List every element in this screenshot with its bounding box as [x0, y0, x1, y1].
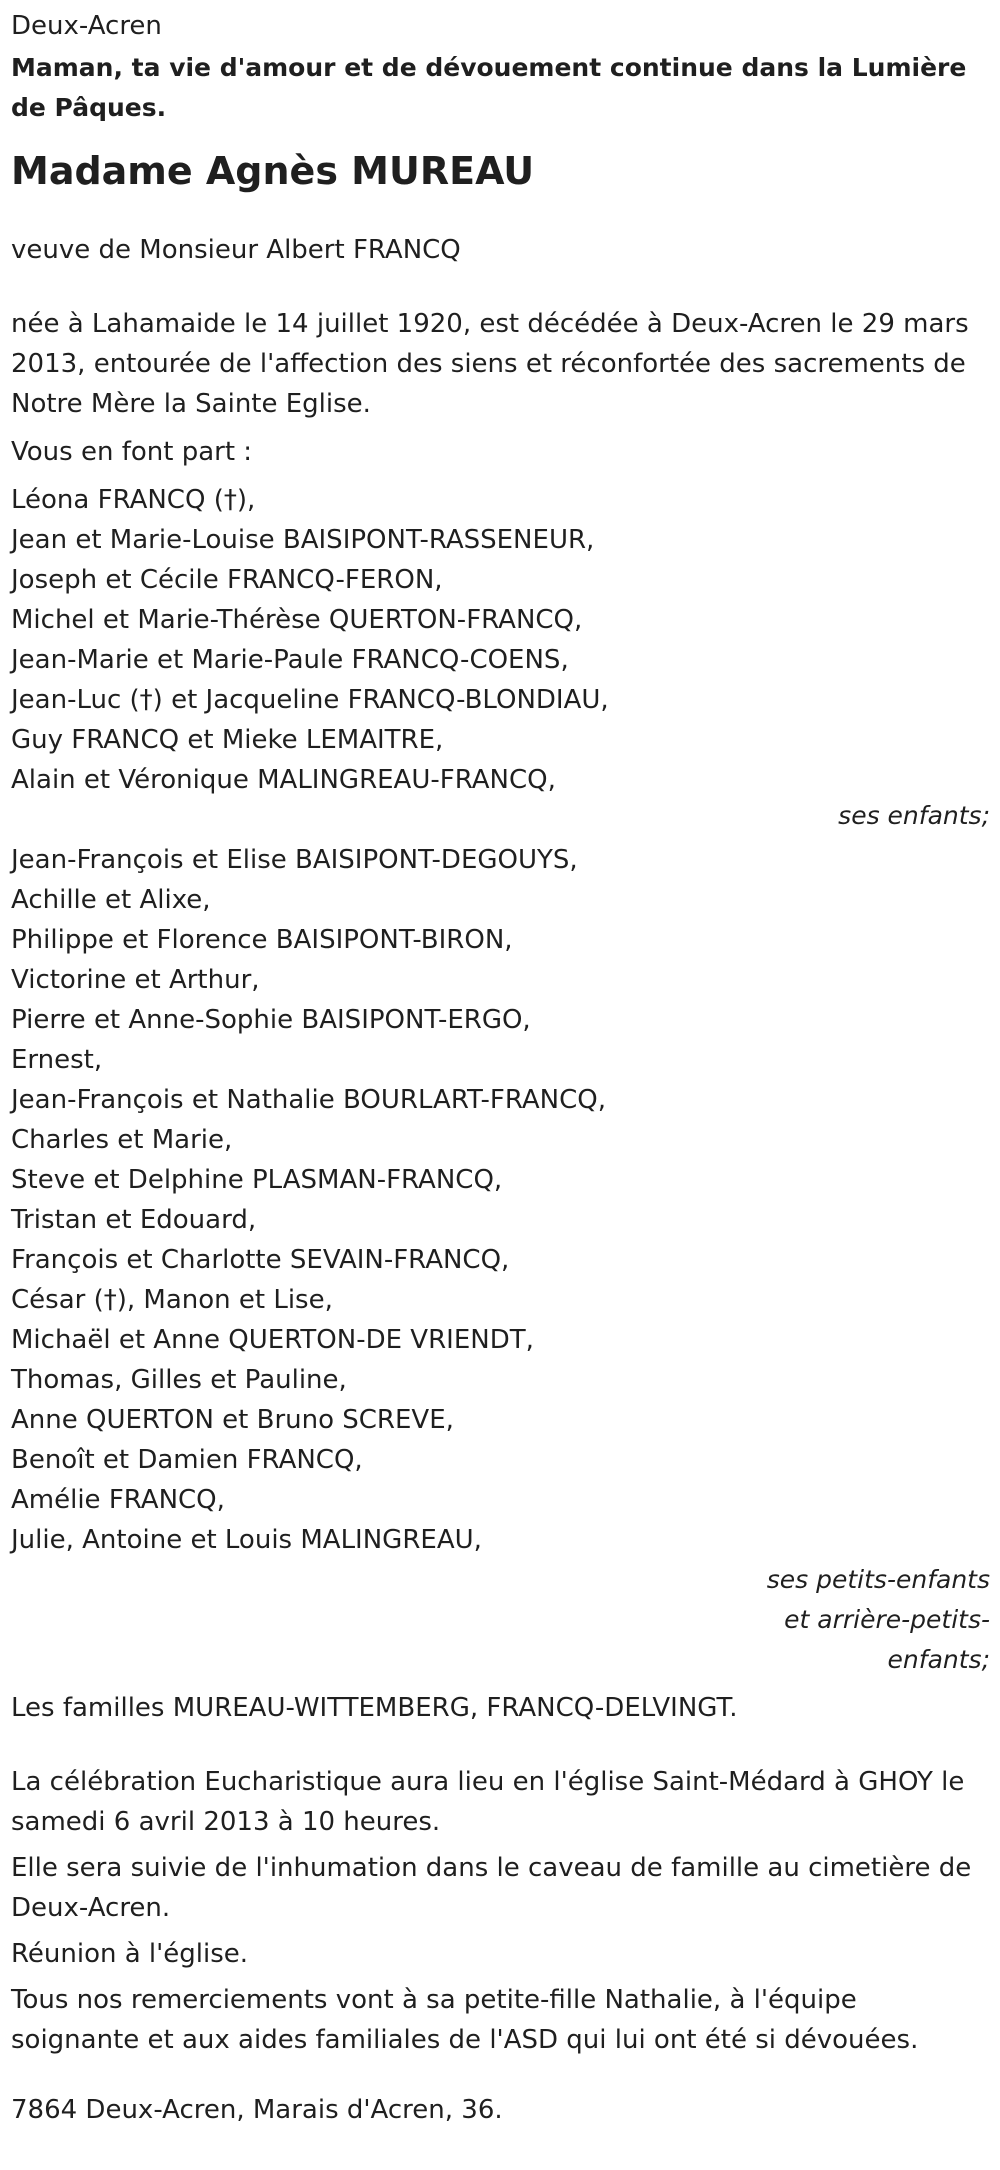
list-item: Benoît et Damien FRANCQ, — [11, 1445, 363, 1475]
list-item: Achille et Alixe, — [11, 885, 211, 915]
grandchildren-role-line: enfants; — [887, 1645, 990, 1674]
address: 7864 Deux-Acren, Marais d'Acren, 36. — [11, 2095, 503, 2125]
birth-death-text: née à Lahamaide le 14 juillet 1920, est décédée à Deux-Acren le 29 mars 2013, entourée de l'affection des siens et réconfortée des sacrements de Notre Mère la Sainte Eglise. — [11, 309, 969, 419]
list-item: Joseph et Cécile FRANCQ-FERON, — [11, 565, 443, 595]
grandchildren-role-line: et arrière-petits- — [784, 1605, 990, 1634]
celebration-text: La célébration Eucharistique aura lieu en l'église Saint-Médard à GHOY le samedi 6 avril 2013 à 10 heures. — [11, 1767, 965, 1837]
list-item: Michaël et Anne QUERTON-DE VRIENDT, — [11, 1325, 534, 1355]
announcement: Vous en font part : — [11, 437, 253, 467]
grandchildren-role — [11, 1560, 990, 1680]
list-item: Anne QUERTON et Bruno SCREVE, — [11, 1405, 454, 1435]
list-item: Steve et Delphine PLASMAN-FRANCQ, — [11, 1165, 503, 1195]
list-item: Julie, Antoine et Louis MALINGREAU, — [11, 1525, 482, 1555]
grandchildren-role-line: ses petits-enfants — [766, 1565, 990, 1594]
thanks-text: Tous nos remerciements vont à sa petite-fille Nathalie, à l'équipe soignante et aux aides familiales de l'ASD qui lui ont été si dévouées. — [11, 1985, 919, 2055]
list-item: Charles et Marie, — [11, 1125, 233, 1155]
grandchildren-list — [11, 840, 993, 1560]
families: Les familles MUREAU-WITTEMBERG, FRANCQ-DELVINGT. — [11, 1693, 738, 1723]
children-role: ses enfants; — [838, 801, 990, 830]
list-item: Amélie FRANCQ, — [11, 1485, 225, 1515]
burial-text: Elle sera suivie de l'inhumation dans le caveau de famille au cimetière de Deux-Acren. — [11, 1853, 972, 1923]
location: Deux-Acren — [11, 11, 162, 41]
list-item: Tristan et Edouard, — [11, 1205, 257, 1235]
meeting-text: Réunion à l'église. — [11, 1939, 249, 1969]
list-item: Jean-Marie et Marie-Paule FRANCQ-COENS, — [11, 645, 569, 675]
list-item: Alain et Véronique MALINGREAU-FRANCQ, — [11, 765, 556, 795]
list-item: César (†), Manon et Lise, — [11, 1285, 333, 1315]
list-item: Victorine et Arthur, — [11, 965, 260, 995]
list-item: François et Charlotte SEVAIN-FRANCQ, — [11, 1245, 510, 1275]
list-item: Guy FRANCQ et Mieke LEMAITRE, — [11, 725, 444, 755]
list-item: Jean et Marie-Louise BAISIPONT-RASSENEUR, — [11, 525, 595, 555]
list-item: Jean-François et Nathalie BOURLART-FRANCQ, — [11, 1085, 606, 1115]
list-item: Léona FRANCQ (†), — [11, 485, 256, 515]
widow-of: veuve de Monsieur Albert FRANCQ — [11, 235, 461, 265]
list-item: Philippe et Florence BAISIPONT-BIRON, — [11, 925, 513, 955]
list-item: Pierre et Anne-Sophie BAISIPONT-ERGO, — [11, 1005, 531, 1035]
children-list — [11, 480, 993, 800]
list-item: Jean-Luc (†) et Jacqueline FRANCQ-BLONDIAU, — [11, 685, 609, 715]
list-item: Thomas, Gilles et Pauline, — [11, 1365, 347, 1395]
motto: Maman, ta vie d'amour et de dévouement continue dans la Lumière de Pâques. — [11, 53, 967, 122]
list-item: Jean-François et Elise BAISIPONT-DEGOUYS, — [11, 845, 578, 875]
deceased-name: Madame Agnès MUREAU — [11, 149, 535, 193]
obituary-notice — [11, 6, 993, 2130]
list-item: Michel et Marie-Thérèse QUERTON-FRANCQ, — [11, 605, 583, 635]
list-item: Ernest, — [11, 1045, 103, 1075]
